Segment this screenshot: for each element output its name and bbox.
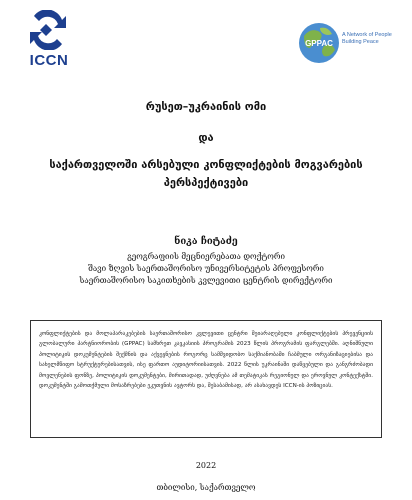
gppac-globe-text: GPPAC — [305, 39, 333, 48]
gppac-tagline — [342, 32, 402, 46]
publication-year: 2022 — [195, 461, 217, 470]
title-line-2: და — [198, 131, 214, 144]
publication-place: თბილისი, საქართველო — [156, 483, 256, 492]
disclaimer-box — [30, 320, 382, 438]
title-line-3: საქართველოში არსებული კონფლიქტების მოგვარების — [49, 158, 363, 171]
gppac-tagline-line1: A Network of People — [342, 32, 392, 38]
author-affiliation: საერთაშორისო საკითხების კვლევითი ცენტრის დირექტორი — [79, 276, 333, 285]
gppac-tagline-line2: Building Peace — [342, 39, 379, 45]
gppac-logo — [298, 22, 398, 66]
iccn-logo-text: ICCN — [29, 52, 69, 69]
iccn-arrows-icon — [26, 10, 70, 50]
title-line-4: პერსპექტივები — [163, 176, 249, 189]
author-name: ნიკა ჩიტაძე — [174, 236, 238, 247]
disclaimer-text: კონფლიქტების და მოლაპარაკებების საერთაშორისო კვლევითი ცენტრი შეიარაღებული კონფლიქტების პრევენციის გლობალური პარტნიორობის (GPPAC) სამხრეთ კავკასიის პროგრამის 2023 წლის პროგრამის ფარგლებში. აღნიშნული პოლიტიკის დოკუმენტების შექმნის და აქვეყნების როგორც სამშვიდობო საქმიანობაში ჩაბმული ორგანიზაციებისა და სახელმწიფო სტრუქტურებისათვის, ისე ფართო აუდიტორიისათვის. 2022 წლის უკრაინაში დაწყებული და განგრძობადი მოვლენების ფონზე, პოლიტიკის დოკუმენტები, მირითადად, უძღვნება ამ თემატიკას რეგიონულ და ეროვნულ კონტექსტში. დოკუმენტში გამოთქმული მოსაზრებები ეკუთვნის ავტორს და, შესაბამისად, არ ასახავდეს ICCN-ის პოზიციას. — [39, 331, 373, 390]
iccn-logo — [18, 10, 78, 72]
author-position: შავი ზღვის საერთაშორისო უნივერსიტეტის პროფესორი — [88, 264, 324, 273]
gppac-globe-icon — [298, 22, 340, 64]
author-degree: გეოგრაფიის მეცნიერებათა დოქტორი — [127, 252, 285, 261]
title-line-1: რუსეთ–უკრაინის ომი — [145, 100, 267, 113]
